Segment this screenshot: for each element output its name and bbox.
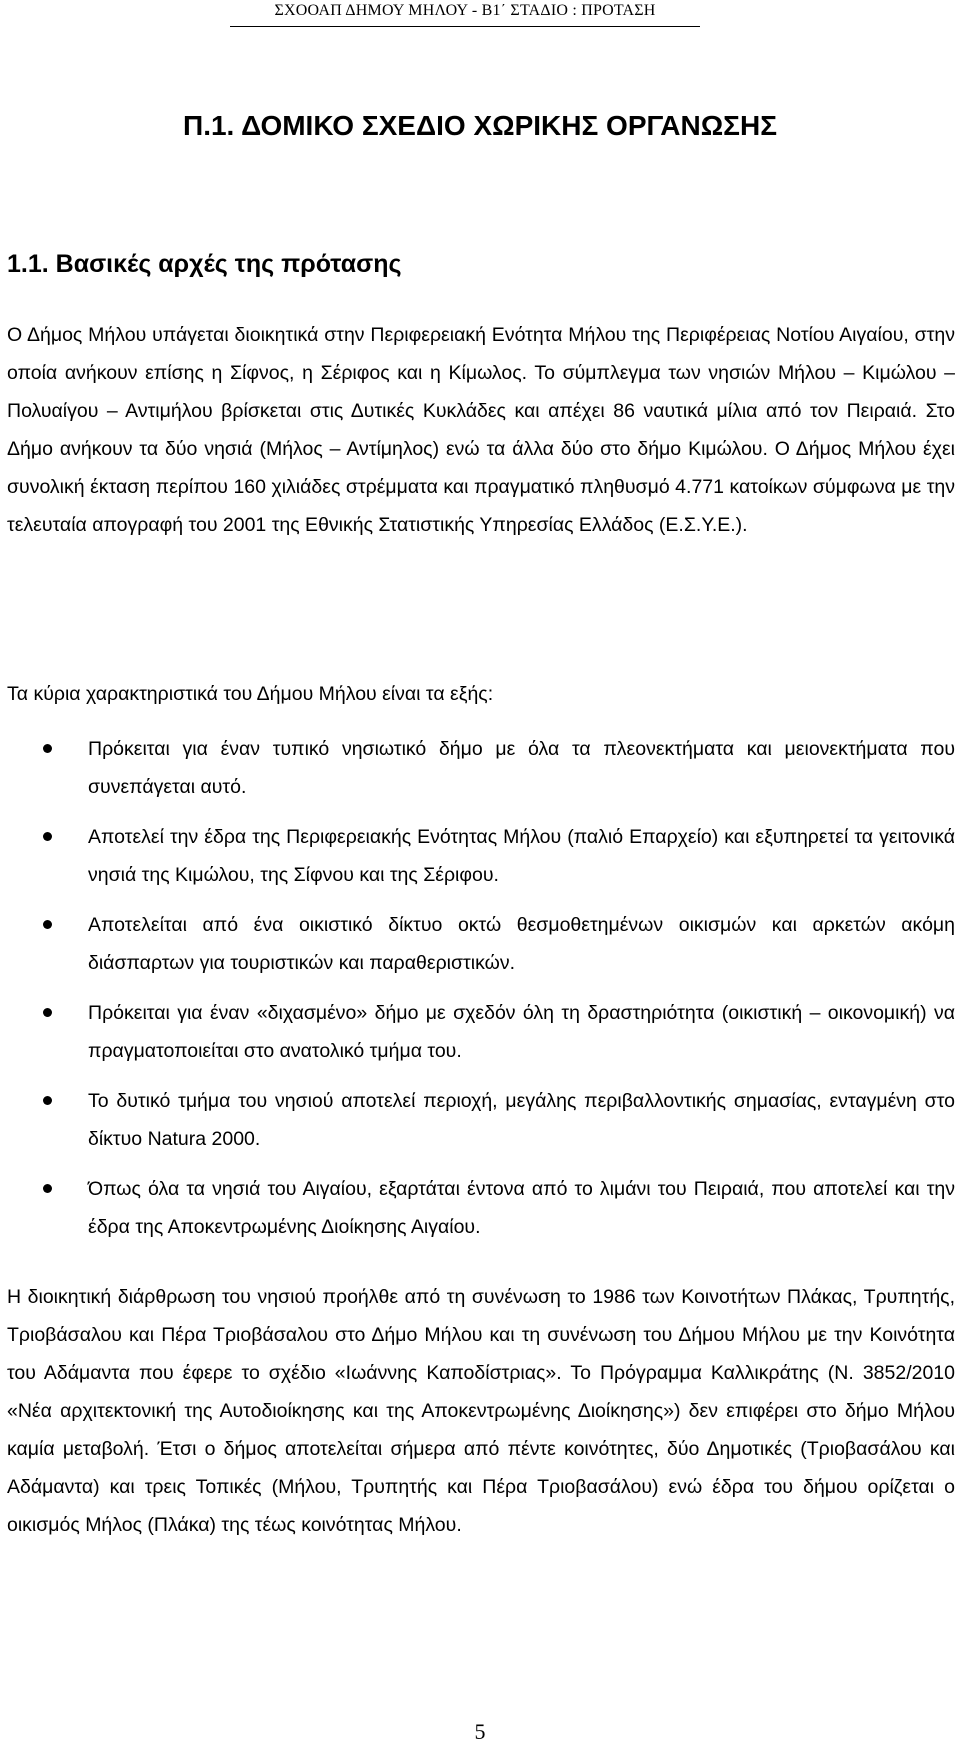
list-item: [0, 730, 955, 806]
section-heading: 1.1. Βασικές αρχές της πρότασης: [7, 250, 402, 278]
document-title: Π.1. ΔΟΜΙΚΟ ΣΧΕΔΙΟ ΧΩΡΙΚΗΣ ΟΡΓΑΝΩΣΗΣ: [182, 110, 777, 141]
paragraph-administrative-structure: Η διοικητική διάρθρωση του νησιού προήλθε από τη συνένωση το 1986 των Κοινοτήτων Πλάκας, Τρυπητής, Τριοβάσαλου και Πέρα Τριοβάσαλου στο Δήμο Μήλου και τη συνένωση του Δήμου Μήλου με την Κοινότητα του Αδάμαντα που έφερε το σχέδιο «Ιωάννης Καποδίστριας». Το Πρόγραμμα Καλλικράτης (Ν. 3852/2010 «Νέα αρχιτεκτονική της Αυτοδιοίκησης και της Αποκεντρωμένης Διοίκησης») δεν επιφέρει στο δήμο Μήλου καμία μεταβολή. Έτσι ο δήμος αποτελείται σήμερα από πέντε κοινότητες, δύο Δημοτικές (Τριοβασάλου και Αδάμαντα) και τρεις Τοπικές (Μήλου, Τρυπητής και Πέρα Τριοβασάλου) ενώ έδρα του δήμου ορίζεται ο οικισμός Μήλος (Πλάκα) της τέως κοινότητας Μήλου.: [7, 1286, 955, 1536]
bullet-icon: [43, 1096, 52, 1105]
list-item-text: Αποτελείται από ένα οικιστικό δίκτυο οκτώ θεσμοθετημένων οικισμών και αρκετών ακόμη διάσπαρτων για τουριστικών και παραθεριστικών.: [88, 914, 955, 974]
running-header: ΣΧΟΟΑΠ ΔΗΜΟΥ ΜΗΛΟΥ - Β1΄ ΣΤΑΔΙΟ : ΠΡΟΤΑΣΗ: [230, 0, 700, 27]
list-item: [0, 994, 955, 1070]
list-item-text: Όπως όλα τα νησιά του Αιγαίου, εξαρτάται έντονα από το λιμάνι του Πειραιά, που αποτελεί και την έδρα της Αποκεντρωμένης Διοίκησης Αιγαίου.: [88, 1178, 955, 1238]
bullet-icon: [43, 1008, 52, 1017]
paragraph-characteristics-intro: Τα κύρια χαρακτηριστικά του Δήμου Μήλου είναι τα εξής:: [7, 683, 494, 705]
bullet-icon: [43, 1184, 52, 1193]
bullet-icon: [43, 744, 52, 753]
bullet-icon: [43, 832, 52, 841]
list-item: [0, 1082, 955, 1158]
bullet-icon: [43, 920, 52, 929]
page-number: 5: [474, 1719, 486, 1744]
list-item: [0, 906, 955, 982]
list-item-text: Πρόκειται για έναν τυπικό νησιωτικό δήμο με όλα τα πλεονεκτήματα και μειονεκτήματα που συνεπάγεται αυτό.: [88, 738, 955, 798]
characteristics-list: [0, 730, 955, 1258]
list-item: [0, 818, 955, 894]
list-item-text: Πρόκειται για έναν «διχασμένο» δήμο με σχεδόν όλη τη δραστηριότητα (οικιστική – οικονομική) να πραγματοποιείται στο ανατολικό τμήμα του.: [88, 1002, 955, 1062]
list-item-text: Αποτελεί την έδρα της Περιφερειακής Ενότητας Μήλου (παλιό Επαρχείο) και εξυπηρετεί τα γειτονικά νησιά της Κιμώλου, της Σίφνου και της Σέριφου.: [88, 826, 955, 886]
paragraph-intro: Ο Δήμος Μήλου υπάγεται διοικητικά στην Περιφερειακή Ενότητα Μήλου της Περιφέρειας Νοτίου Αιγαίου, στην οποία ανήκουν επίσης η Σίφνος, η Σέριφος και η Κίμωλος. Το σύμπλεγμα των νησιών Μήλου – Κιμώλου – Πολυαίγου – Αντιμήλου βρίσκεται στις Δυτικές Κυκλάδες και απέχει 86 ναυτικά μίλια από τον Πειραιά. Στο Δήμο ανήκουν τα δύο νησιά (Μήλος – Αντίμηλος) ενώ τα άλλα δύο στο δήμο Κιμώλου. Ο Δήμος Μήλου έχει συνολική έκταση περίπου 160 χιλιάδες στρέμματα και πραγματικό πληθυσμό 4.771 κατοίκων σύμφωνα με την τελευταία απογραφή του 2001 της Εθνικής Στατιστικής Υπηρεσίας Ελλάδος (Ε.Σ.Υ.Ε.).: [7, 324, 955, 536]
list-item-text: Το δυτικό τμήμα του νησιού αποτελεί περιοχή, μεγάλης περιβαλλοντικής σημασίας, ενταγμένη στο δίκτυο Natura 2000.: [88, 1090, 955, 1150]
list-item: [0, 1170, 955, 1246]
